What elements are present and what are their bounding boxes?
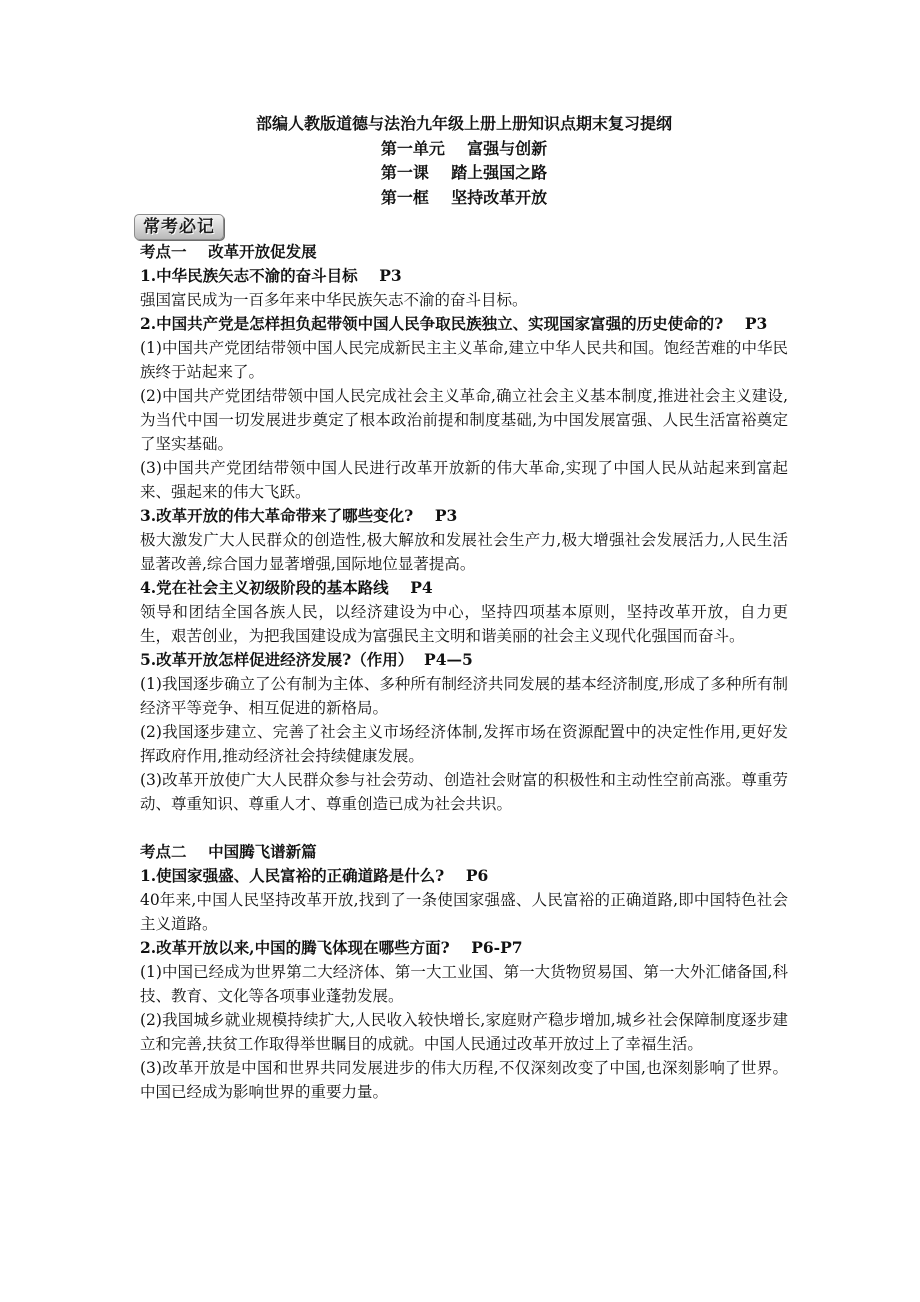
lesson-title: 第一课 踏上强国之路	[380, 163, 548, 182]
answer-paragraph: (3)改革开放是中国和世界共同发展进步的伟大历程,不仅深刻改变了中国,也深刻影响了世界。中国已经成为影响世界的重要力量。	[140, 1059, 788, 1101]
document-title: 部编人教版道德与法治九年级上册上册知识点期末复习提纲	[255, 114, 672, 133]
frame-title: 第一框 坚持改革开放	[380, 187, 548, 207]
title-block	[140, 112, 788, 210]
must-remember-badge: 常考必记	[134, 214, 224, 240]
question-heading: 2.改革开放以来,中国的腾飞体现在哪些方面? P6-P7	[140, 938, 523, 957]
answer-paragraph: (3)改革开放使广大人民群众参与社会劳动、创造社会财富的积极性和主动性空前高涨。尊重劳动、尊重知识、尊重人才、尊重创造已成为社会共识。	[140, 771, 788, 813]
section-kaodian-1	[140, 240, 788, 816]
answer-paragraph: (2)我国逐步建立、完善了社会主义市场经济体制,发挥市场在资源配置中的决定性作用,更好发挥政府作用,推动经济社会持续健康发展。	[140, 723, 788, 765]
question-heading: 1.中华民族矢志不渝的奋斗目标 P3	[140, 266, 402, 285]
answer-paragraph: (3)中国共产党团结带领中国人民进行改革开放新的伟大革命,实现了中国人民从站起来到富起来、强起来的伟大飞跃。	[140, 459, 788, 501]
question-heading: 3.改革开放的伟大革命带来了哪些变化? P3	[140, 506, 458, 525]
section-kaodian-2	[140, 840, 788, 1104]
answer-paragraph: 强国富民成为一百多年来中华民族矢志不渝的奋斗目标。	[140, 291, 528, 309]
question-heading: 2.中国共产党是怎样担负起带领中国人民争取民族独立、实现国家富强的历史使命的? P3	[140, 314, 768, 333]
question-heading: 1.使国家强盛、人民富裕的正确道路是什么? P6	[140, 866, 489, 885]
answer-paragraph: 极大激发广大人民群众的创造性,极大解放和发展社会生产力,极大增强社会发展活力,人民生活显著改善,综合国力显著增强,国际地位显著提高。	[140, 531, 788, 573]
answer-paragraph: 40年来,中国人民坚持改革开放,找到了一条使国家强盛、人民富裕的正确道路,即中国特色社会主义道路。	[140, 891, 788, 933]
unit-title: 第一单元 富强与创新	[380, 138, 548, 158]
answer-paragraph: (2)我国城乡就业规模持续扩大,人民收入较快增长,家庭财产稳步增加,城乡社会保障制度逐步建立和完善,扶贫工作取得举世瞩目的成就。中国人民通过改革开放过上了幸福生活。	[140, 1011, 788, 1053]
answer-paragraph: (1)我国逐步确立了公有制为主体、多种所有制经济共同发展的基本经济制度,形成了多种所有制经济平等竞争、相互促进的新格局。	[140, 675, 788, 717]
answer-paragraph: (1)中国已经成为世界第二大经济体、第一大工业国、第一大货物贸易国、第一大外汇储备国,科技、教育、文化等各项事业蓬勃发展。	[140, 963, 788, 1005]
section-heading: 考点一 改革开放促发展	[140, 242, 317, 261]
question-heading: 5.改革开放怎样促进经济发展?（作用） P4—5	[140, 650, 473, 669]
answer-paragraph: (2)中国共产党团结带领中国人民完成社会主义革命,确立社会主义基本制度,推进社会主义建设,为当代中国一切发展进步奠定了根本政治前提和制度基础,为中国发展富强、人民生活富裕奠定了坚实基础。	[140, 387, 788, 453]
section-spacer	[140, 816, 788, 840]
section-heading: 考点二 中国腾飞谱新篇	[140, 842, 317, 861]
answer-paragraph: (1)中国共产党团结带领中国人民完成新民主主义革命,建立中华人民共和国。饱经苦难的中华民族终于站起来了。	[140, 339, 788, 381]
answer-paragraph: 领导和团结全国各族人民，以经济建设为中心，坚持四项基本原则，坚持改革开放，自力更生，艰苦创业，为把我国建设成为富强民主文明和谐美丽的社会主义现代化强国而奋斗。	[140, 603, 788, 645]
question-heading: 4.党在社会主义初级阶段的基本路线 P4	[140, 578, 433, 597]
document-page	[140, 112, 788, 1104]
